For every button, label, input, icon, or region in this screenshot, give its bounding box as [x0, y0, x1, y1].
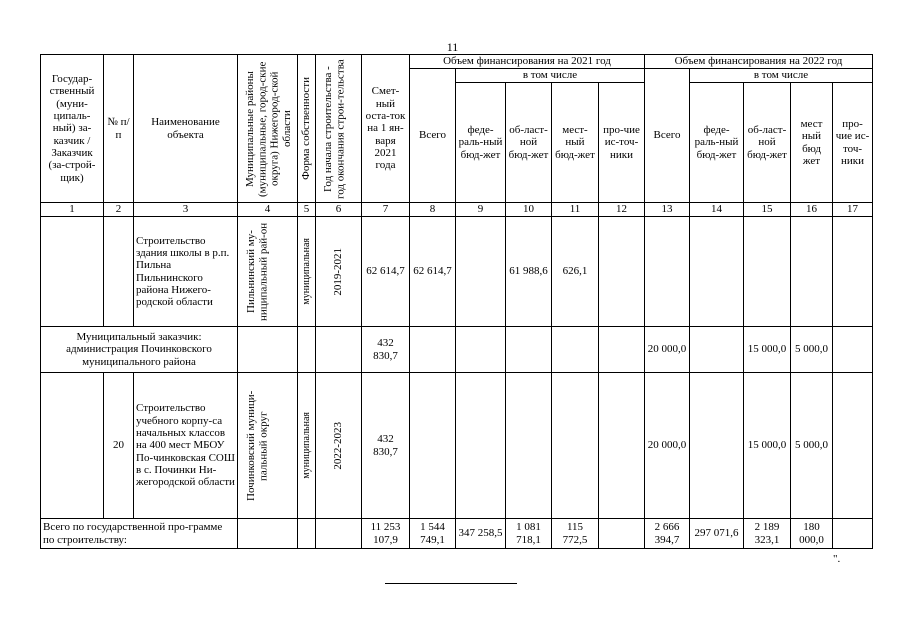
school-total-2021: 62 614,7 [410, 217, 456, 327]
col-number: 7 [362, 203, 410, 217]
header-num: № п/п [104, 55, 134, 203]
grand-local-2021: 115 772,5 [552, 519, 599, 549]
header-local-2021: мест-ный бюд-жет [552, 83, 599, 203]
header-estimate: Смет-ный оста-ток на 1 ян-варя 2021 года [362, 55, 410, 203]
col-number: 12 [599, 203, 645, 217]
building-ownership: муниципальная [298, 373, 316, 519]
column-numbers-row [41, 203, 873, 217]
header-other-2021: про-чие ис-точ-ники [599, 83, 645, 203]
building-district: Починковский муници-пальный округ [238, 373, 298, 519]
school-local-2021: 626,1 [552, 217, 599, 327]
customer-pochinki-label: Муниципальный заказчик: администрация Починковского муниципального района [41, 327, 238, 373]
col-number: 4 [238, 203, 298, 217]
grand-total-label: Всего по государственной про-грамме по строительству: [41, 519, 238, 549]
header-total-2022: Всего [645, 69, 690, 203]
grand-federal-2021: 347 258,5 [456, 519, 506, 549]
col-number: 2 [104, 203, 134, 217]
school-estimate: 62 614,7 [362, 217, 410, 327]
customer-regional-2022: 15 000,0 [744, 327, 791, 373]
col-number: 3 [134, 203, 238, 217]
school-years: 2019-2021 [316, 217, 362, 327]
grand-regional-2022: 2 189 323,1 [744, 519, 791, 549]
header-regional-2022: об-ласт-ной бюд-жет [744, 83, 791, 203]
col-number: 17 [833, 203, 873, 217]
header-fin-2021: Объем финансирования на 2021 год [410, 55, 645, 69]
header-regional-2021: об-ласт-ной бюд-жет [506, 83, 552, 203]
grand-local-2022: 180 000,0 [791, 519, 833, 549]
building-name: Строительство учебного корпу-са начальных классов на 400 мест МБОУ По-чинковская СОШ в с. Починки Ни-жегородской области [134, 373, 238, 519]
col-number: 13 [645, 203, 690, 217]
grand-total-2022: 2 666 394,7 [645, 519, 690, 549]
building-num: 20 [104, 373, 134, 519]
header-other-2022: про-чие ис-точ-ники [833, 83, 873, 203]
header-ownership: Форма собственности [298, 55, 316, 203]
header-federal-2021: феде-раль-ный бюд-жет [456, 83, 506, 203]
financing-table [40, 54, 873, 549]
col-number: 10 [506, 203, 552, 217]
header-fin-2022: Объем финансирования на 2022 год [645, 55, 873, 69]
col-number: 8 [410, 203, 456, 217]
school-name: Строительство здания школы в р.п. Пильна Пильнинского района Нижего-родской области [134, 217, 238, 327]
col-number: 14 [690, 203, 744, 217]
table-row-school [41, 217, 873, 327]
col-number: 5 [298, 203, 316, 217]
header-districts: Муниципальные районы (муниципальные, город-ские округа) Нижегород-ской области [238, 55, 298, 203]
header-object-name: Наименование объекта [134, 55, 238, 203]
grand-total-2021: 1 544 749,1 [410, 519, 456, 549]
building-years: 2022-2023 [316, 373, 362, 519]
header-federal-2022: феде-раль-ный бюд-жет [690, 83, 744, 203]
school-district: Пильнинский му-ниципальный рай-он [238, 217, 298, 327]
closing-quote-mark: ". [833, 553, 841, 565]
grand-regional-2021: 1 081 718,1 [506, 519, 552, 549]
grand-federal-2022: 297 071,6 [690, 519, 744, 549]
school-regional-2021: 61 988,6 [506, 217, 552, 327]
col-number: 9 [456, 203, 506, 217]
col-number: 6 [316, 203, 362, 217]
col-number: 15 [744, 203, 791, 217]
header-years: Год начала строительства - год окончания строи-тельства [316, 55, 362, 203]
table-row-building [41, 373, 873, 519]
grand-total-estimate: 11 253 107,9 [362, 519, 410, 549]
table-row-grand-total [41, 519, 873, 549]
header-total-2021: Всего [410, 69, 456, 203]
separator-line [385, 583, 517, 584]
header-incl-2022: в том числе [690, 69, 873, 83]
building-estimate: 432 830,7 [362, 373, 410, 519]
header-local-2022: мест ный бюд жет [791, 83, 833, 203]
page-number: 11 [446, 40, 459, 54]
building-total-2022: 20 000,0 [645, 373, 690, 519]
school-ownership: муниципальная [298, 217, 316, 327]
header-incl-2021: в том числе [456, 69, 645, 83]
table-row-customer-pochinki [41, 327, 873, 373]
customer-estimate: 432 830,7 [362, 327, 410, 373]
col-number: 11 [552, 203, 599, 217]
header-customer: Государ-ственный (муни-ципаль-ный) за-казчик / Заказчик (за-строй-щик) [41, 55, 104, 203]
building-local-2022: 5 000,0 [791, 373, 833, 519]
building-regional-2022: 15 000,0 [744, 373, 791, 519]
col-number: 1 [41, 203, 104, 217]
customer-total-2022: 20 000,0 [645, 327, 690, 373]
customer-local-2022: 5 000,0 [791, 327, 833, 373]
col-number: 16 [791, 203, 833, 217]
